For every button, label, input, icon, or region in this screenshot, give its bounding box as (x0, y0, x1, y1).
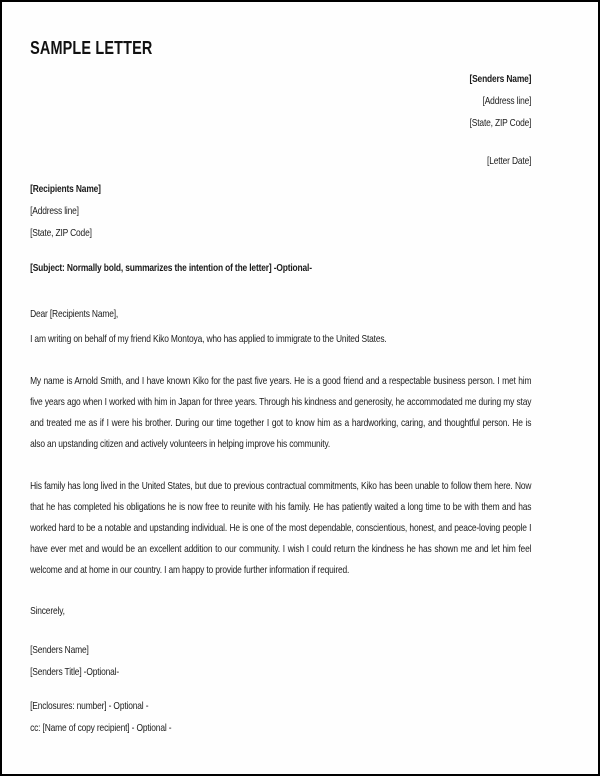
cc-line: cc: [Name of copy recipient] - Optional - (30, 722, 172, 734)
letter-date: [Letter Date] (487, 155, 532, 167)
body-paragraph-2: My name is Arnold Smith, and I have known Kiko for the past five years. He is a good friend and a respectable business person. I met him five years ago when I worked with him in Japan for three years. Through his kindness and generosity, he accommodated me during my stay and treated me as if I were his brother. During our time together I got to know him as a hardworking, caring, and thoughtful person. He is also an upstanding citizen and actively volunteers in helping improve his community. (30, 375, 532, 450)
letter-content (2, 2, 531, 739)
signature-block (30, 639, 531, 683)
recipient-name: [Recipients Name] (30, 183, 101, 195)
closing: Sincerely, (30, 605, 65, 617)
sender-state-zip: [State, ZIP Code] (469, 117, 532, 129)
subject-line: [Subject: Normally bold, summarizes the intention of the letter] -Optional- (30, 262, 312, 274)
recipient-address-block (30, 178, 531, 244)
recipient-state-zip: [State, ZIP Code] (30, 227, 92, 239)
sender-address: [Address line] (482, 95, 532, 107)
footer-block (30, 695, 531, 739)
page-title: SAMPLE LETTER (30, 38, 153, 58)
body-paragraph-3: His family has long lived in the United States, but due to previous contractual commitments, Kiko has been unable to follow them here. Now that he has completed his obligations he is now free to reunite with his family. He has patiently waited a long time to be with them and has worked hard to be a notable and upstanding individual. He is one of the most dependable, conscientious, honest, and peace-loving people I have ever met and would be an excellent addition to our community. I wish I could return the kindness he has shown me and let him feel welcome and at home in our country. I am happy to provide further information if required. (30, 480, 532, 576)
recipient-address: [Address line] (30, 205, 79, 217)
salutation: Dear [Recipients Name], (30, 308, 119, 320)
sender-name: [Senders Name] (469, 73, 532, 85)
signature-title: [Senders Title] -Optional- (30, 666, 120, 678)
body-paragraph-1: I am writing on behalf of my friend Kiko Montoya, who has applied to immigrate to the United States. (30, 333, 387, 345)
sender-address-block (30, 68, 531, 134)
signature-name: [Senders Name] (30, 644, 89, 656)
enclosures-line: [Enclosures: number] - Optional - (30, 700, 149, 712)
